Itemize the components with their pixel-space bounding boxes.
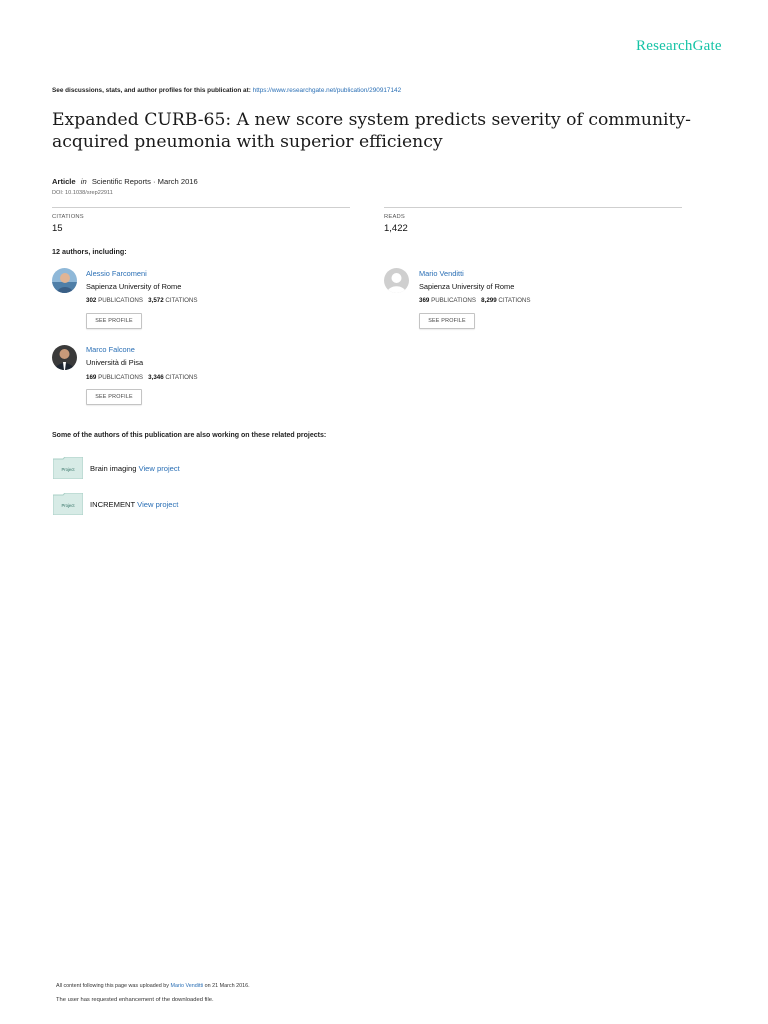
publications-word: PUBLICATIONS [98, 374, 143, 381]
reads-label: READS [384, 214, 405, 220]
reads-divider [384, 207, 682, 208]
upload-prefix: All content following this page was uploaded by [56, 983, 169, 989]
author-stats [86, 297, 197, 304]
project-row [90, 500, 178, 509]
citations-word: CITATIONS [165, 374, 198, 381]
citations-label: CITATIONS [52, 214, 84, 220]
doi: DOI: 10.1038/srep22911 [52, 190, 113, 196]
authors-heading: 12 authors, including: [52, 247, 127, 256]
related-projects-heading: Some of the authors of this publication are also working on these related projects: [52, 432, 327, 439]
paper-title: Expanded CURB-65: A new score system predicts severity of community-acquired pneumonia with superior efficiency [52, 110, 691, 152]
author-avatar[interactable] [384, 268, 409, 293]
project-tag: Project [61, 467, 75, 472]
uploader-link[interactable]: Mario Venditti [170, 983, 204, 989]
author-citations-count: 3,572 [148, 297, 164, 304]
default-avatar-icon [384, 268, 409, 293]
see-profile-button[interactable]: SEE PROFILE [86, 389, 142, 405]
see-profile-button[interactable]: SEE PROFILE [419, 313, 475, 329]
project-name: Brain imaging [90, 464, 137, 473]
project-tag: Project [61, 503, 75, 508]
see-profile-button[interactable]: SEE PROFILE [86, 313, 142, 329]
view-project-link[interactable]: View project [137, 500, 179, 509]
author-institution: Sapienza University of Rome [419, 282, 515, 291]
header-note [52, 87, 401, 94]
publications-word: PUBLICATIONS [431, 297, 476, 304]
upload-suffix: on 21 March 2016. [204, 983, 250, 989]
article-type: Article [52, 177, 76, 186]
author-stats [419, 297, 530, 304]
paper-meta [52, 177, 198, 186]
citations-word: CITATIONS [498, 297, 531, 304]
upload-note [56, 983, 250, 989]
author-citations-count: 3,346 [148, 374, 164, 381]
project-row [90, 464, 180, 473]
publication-url-link[interactable]: https://www.researchgate.net/publication/290917142 [252, 87, 402, 94]
header-note-text: See discussions, stats, and author profiles for this publication at: [52, 87, 251, 94]
publications-word: PUBLICATIONS [98, 297, 143, 304]
citations-divider [52, 207, 350, 208]
project-name: INCREMENT [90, 500, 136, 509]
author-name-link[interactable]: Marco Falcone [86, 345, 135, 354]
author-name-link[interactable]: Mario Venditti [419, 269, 464, 278]
project-folder-icon[interactable] [53, 457, 83, 477]
publications-count: 369 [419, 297, 430, 304]
in-word: in [80, 177, 87, 186]
author-citations-count: 8,299 [481, 297, 497, 304]
author-institution: Sapienza University of Rome [86, 282, 182, 291]
project-folder-icon[interactable] [53, 493, 83, 513]
publications-count: 169 [86, 374, 97, 381]
reads-count: 1,422 [384, 223, 408, 234]
author-photo-icon [52, 268, 77, 293]
venue: Scientific Reports · March 2016 [91, 177, 198, 186]
author-stats [86, 374, 197, 381]
view-project-link[interactable]: View project [138, 464, 180, 473]
researchgate-logo[interactable]: ResearchGate [636, 38, 722, 54]
citations-word: CITATIONS [165, 297, 198, 304]
author-name-link[interactable]: Alessio Farcomeni [86, 269, 147, 278]
citations-count: 15 [52, 223, 63, 234]
author-photo-icon [52, 345, 77, 370]
publications-count: 302 [86, 297, 97, 304]
author-avatar[interactable] [52, 268, 77, 293]
author-institution: Università di Pisa [86, 358, 144, 367]
enhancement-note: The user has requested enhancement of the downloaded file. [56, 997, 214, 1003]
author-avatar[interactable] [52, 345, 77, 370]
